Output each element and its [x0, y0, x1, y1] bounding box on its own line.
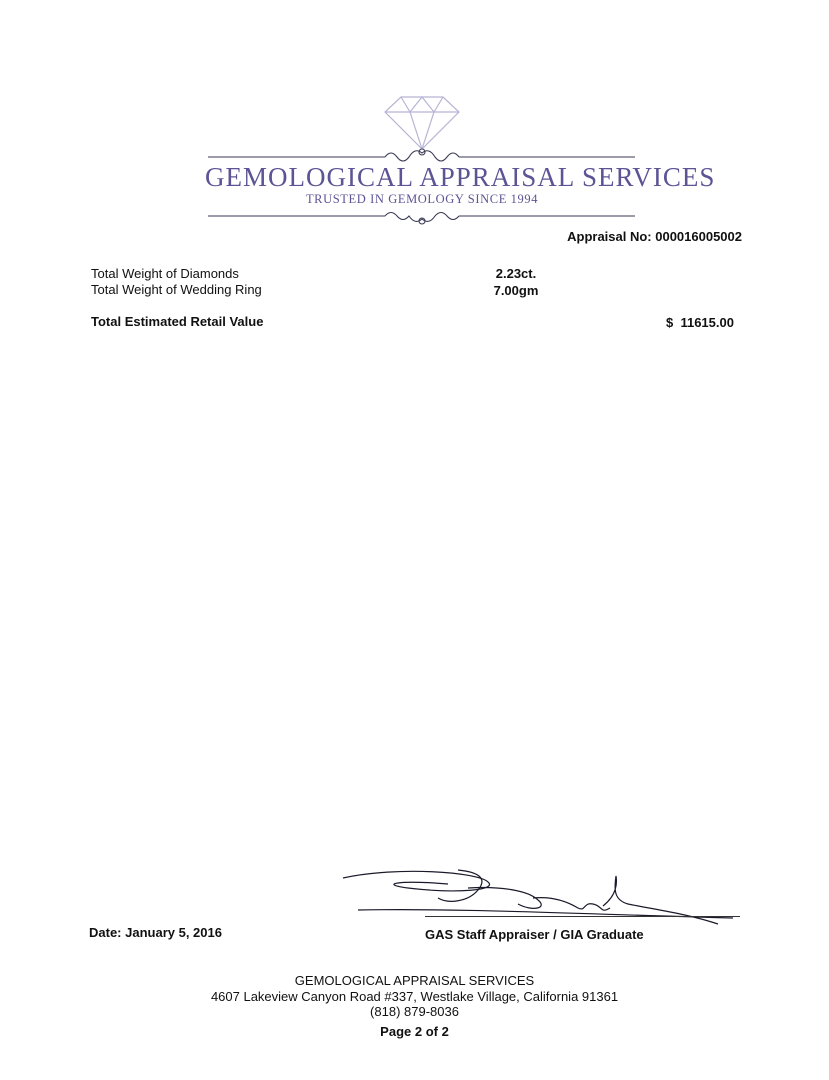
appraisal-number: Appraisal No: 000016005002 — [567, 229, 742, 244]
footer-company: GEMOLOGICAL APPRAISAL SERVICES — [294, 973, 535, 988]
appraiser-title: GAS Staff Appraiser / GIA Graduate — [425, 927, 644, 942]
ornament-top — [208, 149, 635, 161]
detail-value-ring: 7.00gm — [493, 283, 539, 298]
diamond-icon — [385, 97, 459, 149]
page-number: Page 2 of 2 — [380, 1024, 449, 1039]
company-tagline: TRUSTED IN GEMOLOGY SINCE 1994 — [305, 192, 539, 206]
total-label: Total Estimated Retail Value — [91, 314, 264, 329]
detail-value-diamonds: 2.23ct. — [495, 266, 537, 281]
company-name: GEMOLOGICAL APPRAISAL SERVICES — [205, 162, 716, 192]
detail-label-ring: Total Weight of Wedding Ring — [91, 282, 262, 297]
appraisal-date: Date: January 5, 2016 — [89, 925, 222, 940]
detail-label-diamonds: Total Weight of Diamonds — [91, 266, 239, 281]
signature-line — [425, 916, 740, 917]
footer-phone: (818) 879-8036 — [370, 1004, 459, 1019]
signature — [338, 868, 738, 930]
ornament-bottom — [208, 213, 635, 225]
footer-address: 4607 Lakeview Canyon Road #337, Westlake Village, California 91361 — [210, 989, 619, 1004]
total-value: $ 11615.00 — [666, 315, 734, 330]
